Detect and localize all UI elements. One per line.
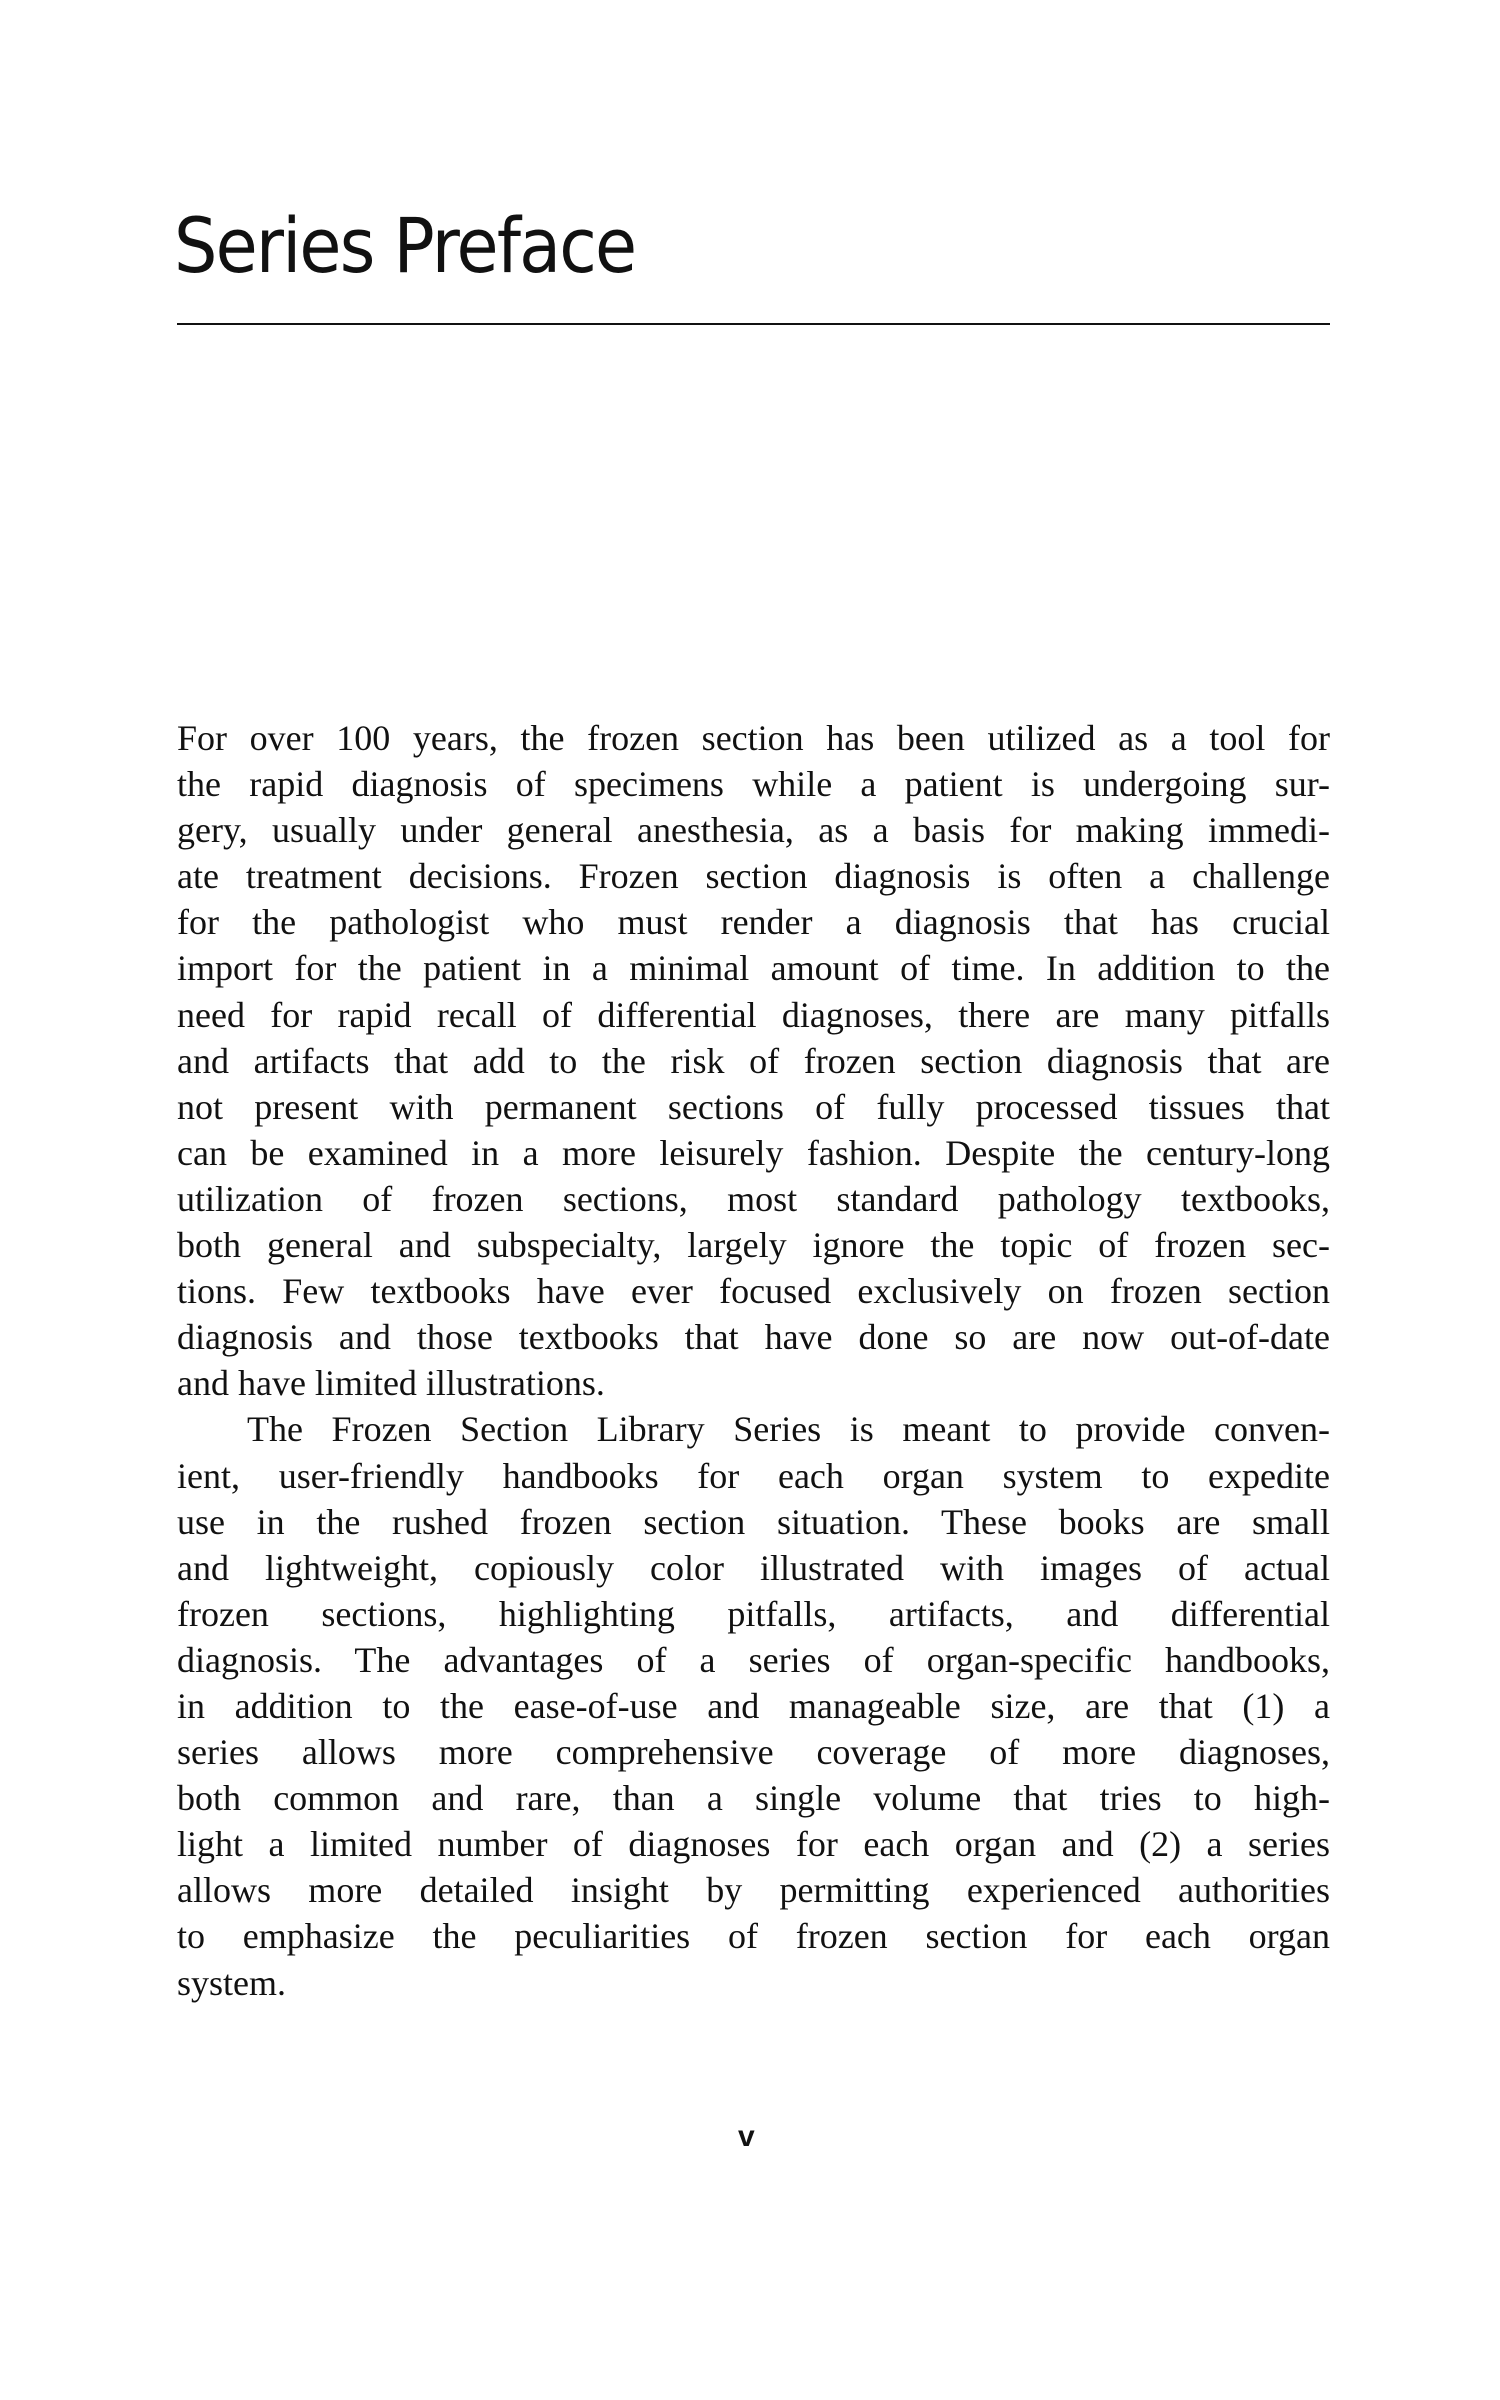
text-line: both common and rare, than a single volume that tries to high- [177, 1778, 1330, 1819]
text-line: for the pathologist who must render a diagnosis that has crucial [177, 902, 1330, 943]
body-text [177, 715, 1330, 2006]
text-line: diagnosis and those textbooks that have done so are now out-of-date [177, 1317, 1330, 1358]
text-line: tions. Few textbooks have ever focused exclusively on frozen section [177, 1271, 1330, 1312]
text-line: use in the rushed frozen section situation. These books are small [177, 1501, 1330, 1542]
text-line: import for the patient in a minimal amount of time. In addition to the [177, 948, 1330, 989]
text-line: light a limited number of diagnoses for each organ and (2) a series [177, 1824, 1330, 1865]
text-line: both general and subspecialty, largely ignore the topic of frozen sec- [177, 1225, 1330, 1266]
text-line: frozen sections, highlighting pitfalls, artifacts, and differential [177, 1593, 1330, 1634]
text-line: can be examined in a more leisurely fashion. Despite the century-long [177, 1132, 1330, 1173]
page-title: Series Preface [174, 201, 636, 290]
title-divider [177, 323, 1330, 325]
text-line: The Frozen Section Library Series is meant to provide conven- [247, 1409, 1330, 1450]
text-line: gery, usually under general anesthesia, as a basis for making immedi- [177, 810, 1330, 851]
text-line: For over 100 years, the frozen section has been utilized as a tool for [177, 718, 1330, 758]
text-line: to emphasize the peculiarities of frozen section for each organ [177, 1916, 1330, 1957]
text-line: series allows more comprehensive coverage of more diagnoses, [177, 1732, 1330, 1773]
text-line: need for rapid recall of differential diagnoses, there are many pitfalls [177, 994, 1330, 1035]
text-line: ient, user-friendly handbooks for each organ system to expedite [177, 1455, 1330, 1496]
text-line: diagnosis. The advantages of a series of organ-specific handbooks, [177, 1639, 1330, 1680]
page-number: v [738, 2120, 755, 2153]
text-line: and have limited illustrations. [177, 1363, 605, 1404]
text-line: utilization of frozen sections, most standard pathology textbooks, [177, 1178, 1330, 1219]
text-line: system. [177, 1962, 287, 2003]
text-line: in addition to the ease-of-use and manageable size, are that (1) a [177, 1685, 1330, 1726]
text-line: and artifacts that add to the risk of frozen section diagnosis that are [177, 1040, 1330, 1081]
text-line: the rapid diagnosis of specimens while a patient is undergoing sur- [177, 764, 1330, 805]
text-line: ate treatment decisions. Frozen section diagnosis is often a challenge [177, 856, 1330, 897]
paragraph-1 [177, 715, 1330, 1406]
paragraph-2 [177, 1406, 1330, 2005]
text-line: allows more detailed insight by permitting experienced authorities [177, 1870, 1330, 1911]
text-line: not present with permanent sections of fully processed tissues that [177, 1086, 1330, 1127]
text-line: and lightweight, copiously color illustrated with images of actual [177, 1547, 1330, 1588]
